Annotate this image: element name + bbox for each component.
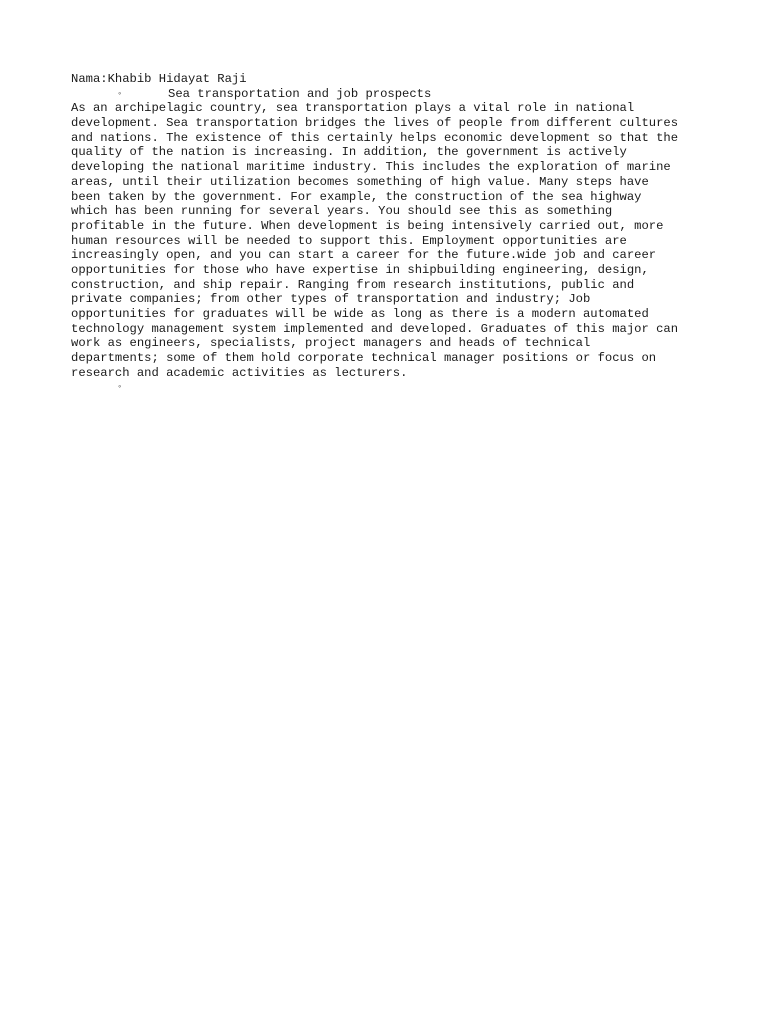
body-line: profitable in the future. When development is being intensively carried out, more	[71, 218, 664, 233]
document-heading: Sea transportation and job prospects	[168, 86, 432, 101]
bullet-icon: ◦	[117, 382, 123, 393]
author-name: Nama:Khabib Hidayat Raji	[71, 72, 247, 86]
body-line: development. Sea transportation bridges the lives of people from different cultures	[71, 116, 679, 131]
body-line: opportunities for graduates will be wide as long as there is a modern automated	[71, 307, 649, 321]
body-line: research and academic activities as lecturers.	[71, 365, 408, 380]
body-line: As an archipelagic country, sea transportation plays a vital role in national	[71, 101, 635, 116]
body-line: been taken by the government. For example, the construction of the sea highway	[71, 189, 642, 204]
bullet-icon: ◦	[117, 88, 123, 99]
body-line: increasingly open, and you can start a career for the future.wide job and career	[71, 248, 657, 263]
body-line: technology management system implemented and developed. Graduates of this major can	[71, 321, 679, 336]
document-page	[71, 72, 711, 395]
body-line: quality of the nation is increasing. In addition, the government is actively	[71, 145, 627, 160]
body-line: and nations. The existence of this certainly helps economic development so that the	[71, 130, 679, 145]
body-line: private companies; from other types of transportation and industry; Job	[71, 292, 591, 307]
empty-bullet-item	[71, 380, 711, 395]
body-line: developing the national maritime industry. This includes the exploration of marine	[71, 160, 671, 175]
body-line: areas, until their utilization becomes something of high value. Many steps have	[71, 174, 649, 189]
body-paragraph	[71, 101, 711, 380]
body-line: which has been running for several years. You should see this as something	[71, 204, 613, 219]
body-line: departments; some of them hold corporate technical manager positions or focus on	[71, 351, 657, 366]
body-line: work as engineers, specialists, project managers and heads of technical	[71, 336, 591, 351]
body-line: construction, and ship repair. Ranging from research institutions, public and	[71, 277, 635, 292]
body-line: opportunities for those who have expertise in shipbuilding engineering, design,	[71, 262, 649, 277]
heading-bullet-item	[71, 87, 711, 102]
body-line: human resources will be needed to support this. Employment opportunities are	[71, 233, 627, 248]
